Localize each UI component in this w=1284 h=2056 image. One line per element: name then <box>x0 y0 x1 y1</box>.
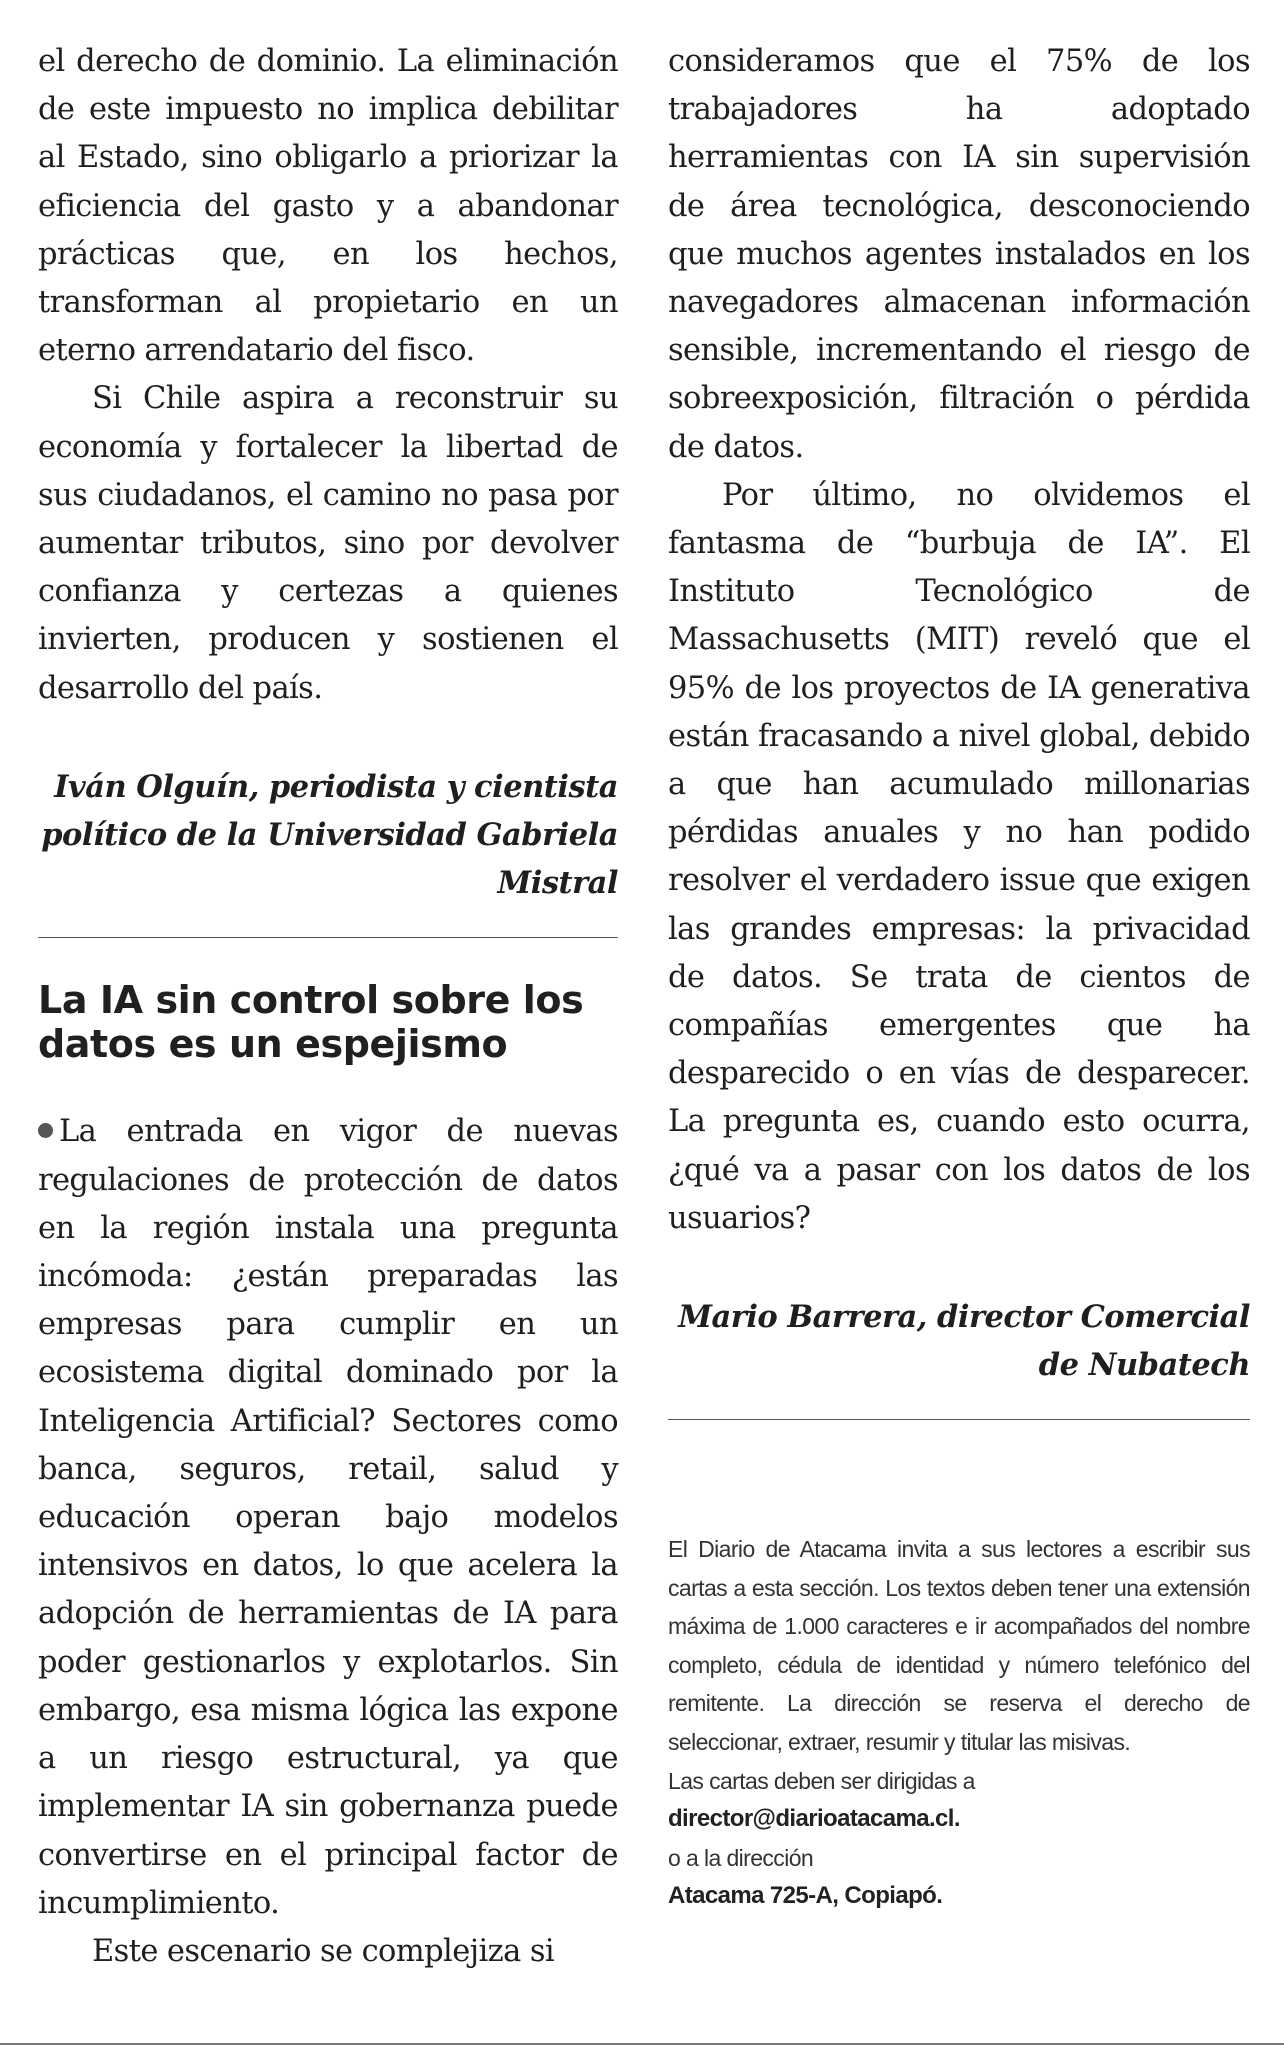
notice-or-address: o a la dirección <box>668 1844 814 1871</box>
page-bottom-rule <box>0 2043 1284 2045</box>
article-end-divider <box>668 1419 1250 1420</box>
letters-notice <box>668 1530 1250 1916</box>
article2-paragraph-2: Este escenario se complejiza si <box>92 1933 555 1969</box>
article1-paragraph-1: el derecho de dominio. La eliminación de este impuesto no implica debilitar al Estado, sino obligarlo a priorizar la eficiencia del gasto y a abandonar prácticas que, en los hechos, transforman al propietario en un eterno arrendatario del fisco. <box>38 44 618 369</box>
article-divider <box>38 937 618 938</box>
notice-send-to: Las cartas deben ser dirigidas a <box>668 1767 975 1794</box>
article2-paragraph-1 <box>38 1108 618 1927</box>
left-column <box>38 38 618 1976</box>
article1-byline: Iván Olguín, periodista y cientista político de la Universidad Gabriela Mistral <box>41 768 618 902</box>
article2-byline: Mario Barrera, director Comercial de Nubatech <box>678 1299 1250 1384</box>
article2-paragraph-4: Por último, no olvidemos el fantasma de “burbuja de IA”. El Instituto Tecnológico de Massachusetts (MIT) reveló que el 95% de los proyectos de IA generativa están fracasando a nivel global, debido a que han acumulado millonarias pérdidas anuales y no han podido resolver el verdadero issue que exigen las grandes empresas: la privacidad de datos. Se trata de cientos de compañías emergentes que ha desparecido o en vías de desparecer. La pregunta es, cuando esto ocurra, ¿qué va a pasar con los datos de los usuarios? <box>668 477 1250 1236</box>
article2-paragraph-1-text: La entrada en vigor de nuevas regulaciones de protección de datos en la región instala una pregunta incómoda: ¿están preparadas las empresas para cumplir en un ecosistema digital dominado por la Inteligencia Artificial? Sectores como banca, seguros, retail, salud y educación operan bajo modelos intensivos en datos, lo que acelera la adopción de herramientas de IA para poder gestionarlos y explotarlos. Sin embargo, esa misma lógica las expone a un riesgo estructural, ya que implementar IA sin gobernanza puede convertirse en el principal factor de incumplimiento. <box>38 1114 618 1921</box>
notice-email: director@diarioatacama.cl. <box>668 1805 960 1833</box>
article1-paragraph-2: Si Chile aspira a reconstruir su economía y fortalecer la libertad de sus ciudadanos, el camino no pasa por aumentar tributos, sino por devolver confianza y certezas a quienes invierten, producen y sostienen el desarrollo del país. <box>38 381 618 706</box>
notice-text: El Diario de Atacama invita a sus lectores a escribir sus cartas a esta sección. Los textos deben tener una extensión máxima de 1.000 caracteres e ir acompañados del nombre completo, cédula de identidad y número telefónico del remitente. La dirección se reserva el derecho de seleccionar, extraer, resumir y titular las misivas. <box>668 1536 1250 1755</box>
article2-paragraph-3: consideramos que el 75% de los trabajadores ha adoptado herramientas con IA sin supervisión de área tecnológica, desconociendo que muchos agentes instalados en los navegadores almacenan información sensible, incrementando el riesgo de sobreexposición, filtración o pérdida de datos. <box>668 44 1250 465</box>
notice-address: Atacama 725-A, Copiapó. <box>668 1882 943 1910</box>
bullet-dot-icon <box>38 1123 53 1138</box>
article2-headline: La IA sin control sobre los datos es un espejismo <box>38 978 584 1067</box>
right-column <box>668 38 1250 1420</box>
